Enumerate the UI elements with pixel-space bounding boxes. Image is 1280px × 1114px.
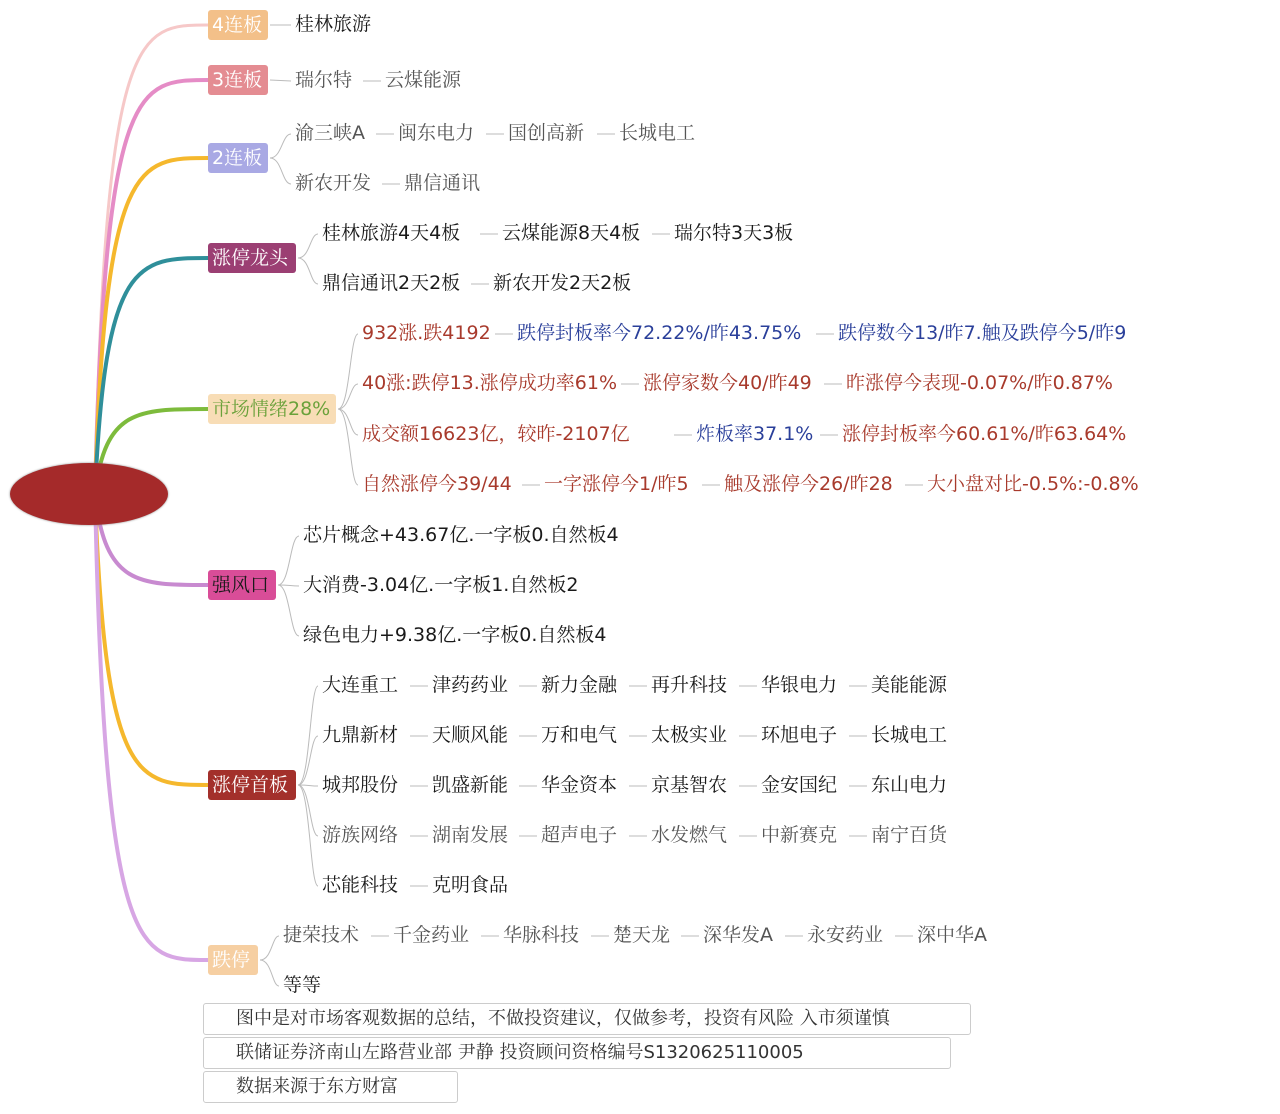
- branch-sb: [95, 494, 208, 785]
- node-item: 环旭电子: [761, 724, 838, 746]
- node-item: 芯能科技: [322, 874, 399, 896]
- node-item: 成交额16623亿，较昨-2107亿: [362, 423, 630, 445]
- node-item: 昨涨停今表现-0.07%/昨0.87%: [846, 372, 1113, 394]
- node-item: 桂林旅游: [295, 13, 372, 35]
- node-item: 新力金融: [541, 674, 618, 696]
- node-item: 鼎信通讯2天2板: [322, 272, 461, 294]
- node-item: 南宁百货: [871, 824, 948, 846]
- node-item: 大小盘对比-0.5%:-0.8%: [927, 473, 1139, 495]
- node-item: 城邦股份: [322, 774, 399, 796]
- node-item: 瑞尔特: [295, 69, 353, 91]
- node-item: 凯盛新能: [432, 774, 509, 796]
- row-bracket: [278, 585, 299, 636]
- row-bracket: [298, 234, 318, 258]
- node-item: 涨停封板率今60.61%/昨63.64%: [842, 423, 1127, 445]
- disclaimer-box: 图中是对市场客观数据的总结，不做投资建议，仅做参考，投资有风险 入市须谨慎: [203, 1003, 971, 1035]
- category-c3: 3连板: [208, 65, 268, 95]
- branch-c3: [95, 80, 208, 494]
- node-item: 深中华A: [917, 924, 987, 946]
- node-item: 京基智农: [651, 774, 728, 796]
- category-lt: 涨停龙头: [208, 243, 296, 273]
- category-c4: 4连板: [208, 10, 268, 40]
- node-item: 国创高新: [508, 122, 585, 144]
- node-item: 美能能源: [871, 674, 948, 696]
- node-item: 云煤能源8天4板: [502, 222, 641, 244]
- row-bracket: [278, 536, 299, 585]
- node-item: 九鼎新材: [322, 724, 399, 746]
- category-qx: 市场情绪28%: [208, 394, 336, 424]
- row-bracket: [270, 80, 291, 81]
- node-item: 永安药业: [807, 924, 884, 946]
- node-item: 东山电力: [871, 774, 948, 796]
- row-bracket: [298, 785, 318, 886]
- root-node: [10, 463, 168, 525]
- node-item: 自然涨停今39/44: [362, 473, 512, 495]
- category-dt: 跌停: [208, 945, 258, 975]
- category-c2: 2连板: [208, 143, 268, 173]
- branch-dt: [95, 494, 208, 960]
- node-item: 渝三峡A: [295, 122, 365, 144]
- node-item: 深华发A: [703, 924, 773, 946]
- node-item: 千金药业: [393, 924, 470, 946]
- node-item: 新农开发: [295, 172, 372, 194]
- node-item: 太极实业: [651, 724, 728, 746]
- category-sb: 涨停首板: [208, 770, 296, 800]
- row-bracket: [338, 409, 358, 435]
- node-item: 瑞尔特3天3板: [674, 222, 794, 244]
- node-item: 游族网络: [322, 824, 399, 846]
- node-item: 再升科技: [651, 674, 728, 696]
- node-item: 触及涨停今26/昨28: [724, 473, 893, 495]
- node-item: 华金资本: [541, 774, 618, 796]
- node-item: 芯片概念+43.67亿.一字板0.自然板4: [303, 524, 619, 546]
- node-item: 桂林旅游4天4板: [322, 222, 461, 244]
- node-item: 湖南发展: [432, 824, 509, 846]
- node-item: 中新赛克: [761, 824, 838, 846]
- node-item: 鼎信通讯: [404, 172, 481, 194]
- node-item: 超声电子: [541, 824, 618, 846]
- node-item: 天顺风能: [432, 724, 509, 746]
- node-item: 跌停数今13/昨7.触及跌停今5/昨9: [838, 322, 1127, 344]
- node-item: 绿色电力+9.38亿.一字板0.自然板4: [303, 624, 607, 646]
- node-item: 大消费-3.04亿.一字板1.自然板2: [303, 574, 579, 596]
- node-item: 津药药业: [432, 674, 509, 696]
- node-item: 金安国纪: [761, 774, 838, 796]
- row-bracket: [270, 134, 291, 158]
- node-item: 一字涨停今1/昨5: [544, 473, 689, 495]
- node-item: 捷荣技术: [283, 924, 360, 946]
- row-bracket: [260, 960, 279, 986]
- node-item: 楚天龙: [613, 924, 671, 946]
- branch-lt: [95, 258, 208, 494]
- row-bracket: [338, 334, 358, 409]
- node-item: 等等: [283, 974, 322, 996]
- node-item: 万和电气: [541, 724, 618, 746]
- row-bracket: [298, 258, 318, 284]
- node-item: 跌停封板率今72.22%/昨43.75%: [517, 322, 802, 344]
- node-item: 大连重工: [322, 674, 399, 696]
- node-item: 云煤能源: [385, 69, 462, 91]
- source-box: 数据来源于东方财富: [203, 1071, 458, 1103]
- row-bracket: [298, 686, 318, 785]
- category-qf: 强风口: [208, 570, 276, 600]
- row-bracket: [298, 785, 318, 836]
- row-bracket: [338, 409, 358, 485]
- row-bracket: [260, 936, 279, 960]
- node-item: 克明食品: [432, 874, 509, 896]
- node-item: 40涨:跌停13.涨停成功率61%: [362, 372, 618, 394]
- node-item: 长城电工: [871, 724, 948, 746]
- row-bracket: [270, 158, 291, 184]
- node-item: 炸板率37.1%: [696, 423, 814, 445]
- node-item: 新农开发2天2板: [493, 272, 632, 294]
- node-item: 闽东电力: [398, 122, 475, 144]
- node-item: 华银电力: [761, 674, 838, 696]
- row-bracket: [298, 736, 318, 785]
- advisor-box: 联储证券济南山左路营业部 尹静 投资顾问资格编号S1320625110005: [203, 1037, 951, 1069]
- node-item: 长城电工: [619, 122, 696, 144]
- node-item: 932涨.跌4192: [362, 322, 491, 344]
- row-bracket: [338, 384, 358, 409]
- node-item: 涨停家数今40/昨49: [643, 372, 812, 394]
- node-item: 水发燃气: [651, 824, 728, 846]
- node-item: 华脉科技: [503, 924, 580, 946]
